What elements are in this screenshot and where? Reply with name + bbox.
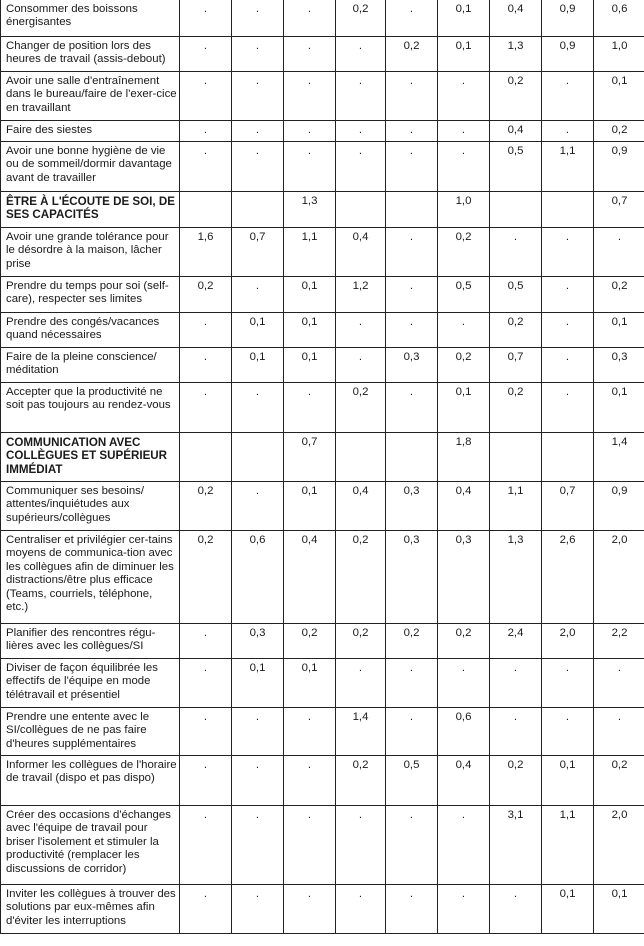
value-cell: 3,1 (490, 806, 542, 885)
value-cell: . (438, 806, 490, 885)
value-cell (386, 192, 438, 228)
value-cell: 1,8 (438, 433, 490, 482)
value-cell: . (336, 121, 386, 142)
value-cell: 1,0 (594, 37, 644, 72)
value-cell: . (386, 121, 438, 142)
table-row (1, 228, 644, 277)
value-cell: . (386, 708, 438, 756)
value-cell: . (490, 885, 542, 934)
value-cell: 0,1 (438, 383, 490, 433)
value-cell: 0,2 (438, 348, 490, 383)
value-cell: 0,6 (438, 708, 490, 756)
value-cell: 0,2 (180, 531, 232, 624)
value-cell: 0,1 (284, 277, 336, 313)
value-cell: . (180, 348, 232, 383)
value-cell (336, 192, 386, 228)
value-cell: . (386, 277, 438, 313)
value-cell: 0,1 (594, 383, 644, 433)
value-cell: . (386, 0, 438, 37)
value-cell: . (232, 142, 284, 192)
value-cell: 1,1 (284, 228, 336, 277)
value-cell: 2,0 (542, 624, 594, 659)
table-row (1, 624, 644, 659)
value-cell: 0,1 (438, 0, 490, 37)
value-cell: 0,1 (594, 885, 644, 934)
row-label: Accepter que la productivité ne soit pas toujours au rendez-vous (1, 383, 180, 433)
value-cell: . (180, 885, 232, 934)
table-row (1, 659, 644, 708)
value-cell: . (336, 313, 386, 348)
value-cell: 0,3 (438, 531, 490, 624)
value-cell: 0,2 (336, 756, 386, 806)
value-cell: . (336, 806, 386, 885)
value-cell: 0,6 (232, 531, 284, 624)
table-row (1, 313, 644, 348)
row-label: Inviter les collègues à trouver des solutions par eux-mêmes afin d'éviter les interruptions (1, 885, 180, 934)
value-cell: . (180, 0, 232, 37)
value-cell: . (232, 885, 284, 934)
value-cell: . (542, 72, 594, 121)
table-row (1, 756, 644, 806)
value-cell: 1,1 (542, 142, 594, 192)
value-cell: . (180, 806, 232, 885)
value-cell: . (232, 806, 284, 885)
value-cell: 0,2 (386, 37, 438, 72)
value-cell: . (542, 228, 594, 277)
value-cell: . (284, 37, 336, 72)
value-cell: . (232, 72, 284, 121)
value-cell: 0,1 (232, 659, 284, 708)
value-cell (232, 433, 284, 482)
table-row (1, 885, 644, 934)
row-label: Avoir une salle d'entraînement dans le bureau/faire de l'exer-cice en travaillant (1, 72, 180, 121)
value-cell: . (180, 756, 232, 806)
row-label: Prendre une entente avec le SI/collègues de ne pas faire d'heures supplémentaires (1, 708, 180, 756)
value-cell: . (490, 708, 542, 756)
table-row (1, 0, 644, 37)
table-row (1, 531, 644, 624)
value-cell (490, 433, 542, 482)
value-cell: 0,3 (386, 531, 438, 624)
value-cell (542, 192, 594, 228)
value-cell: . (180, 383, 232, 433)
value-cell: 0,1 (232, 313, 284, 348)
value-cell: . (438, 142, 490, 192)
value-cell: 0,5 (490, 142, 542, 192)
value-cell: . (386, 72, 438, 121)
value-cell: . (232, 482, 284, 531)
value-cell: 0,7 (594, 192, 644, 228)
value-cell: 0,3 (594, 348, 644, 383)
value-cell: . (490, 228, 542, 277)
value-cell: . (232, 121, 284, 142)
row-label: Prendre des congés/vacances quand nécessaires (1, 313, 180, 348)
value-cell: 0,1 (284, 313, 336, 348)
value-cell: . (284, 383, 336, 433)
table-row (1, 482, 644, 531)
value-cell: 0,5 (386, 756, 438, 806)
value-cell: 0,2 (336, 531, 386, 624)
value-cell: 0,2 (490, 383, 542, 433)
value-cell: 0,1 (594, 72, 644, 121)
table-row (1, 37, 644, 72)
value-cell: 2,0 (594, 531, 644, 624)
value-cell: 0,3 (232, 624, 284, 659)
value-cell: 0,1 (284, 659, 336, 708)
value-cell: . (542, 659, 594, 708)
value-cell: 0,2 (284, 624, 336, 659)
value-cell: 0,3 (386, 348, 438, 383)
value-cell: . (438, 72, 490, 121)
value-cell (386, 433, 438, 482)
value-cell: . (542, 383, 594, 433)
value-cell: 0,2 (180, 277, 232, 313)
value-cell: . (438, 885, 490, 934)
value-cell: 0,3 (386, 482, 438, 531)
value-cell: 0,4 (438, 482, 490, 531)
table-body (1, 0, 644, 934)
section-row (1, 192, 644, 228)
value-cell: 0,9 (542, 0, 594, 37)
value-cell: . (386, 313, 438, 348)
value-cell: . (336, 72, 386, 121)
value-cell: . (232, 37, 284, 72)
value-cell: 0,9 (594, 482, 644, 531)
value-cell: 1,4 (336, 708, 386, 756)
value-cell: 0,2 (490, 72, 542, 121)
value-cell: 0,4 (336, 482, 386, 531)
value-cell (336, 433, 386, 482)
value-cell: 0,1 (232, 348, 284, 383)
section-row (1, 433, 644, 482)
value-cell: 0,6 (594, 0, 644, 37)
value-cell: . (336, 659, 386, 708)
value-cell: 0,4 (490, 121, 542, 142)
value-cell: . (490, 659, 542, 708)
value-cell: . (180, 624, 232, 659)
value-cell: 0,2 (438, 228, 490, 277)
value-cell: . (336, 37, 386, 72)
value-cell: 0,2 (594, 277, 644, 313)
value-cell: 0,1 (542, 756, 594, 806)
row-label: Faire de la pleine conscience/ méditation (1, 348, 180, 383)
table-row (1, 142, 644, 192)
value-cell: . (386, 659, 438, 708)
value-cell (180, 433, 232, 482)
value-cell: 0,9 (542, 37, 594, 72)
value-cell: . (284, 72, 336, 121)
value-cell: 0,2 (490, 756, 542, 806)
value-cell: . (284, 806, 336, 885)
value-cell: 1,2 (336, 277, 386, 313)
section-heading: ÊTRE À L'ÉCOUTE DE SOI, DE SES CAPACITÉS (1, 192, 180, 228)
value-cell: 0,1 (284, 348, 336, 383)
table-row (1, 277, 644, 313)
value-cell: . (284, 121, 336, 142)
value-cell: 0,5 (490, 277, 542, 313)
row-label: Faire des siestes (1, 121, 180, 142)
value-cell: . (438, 313, 490, 348)
value-cell: 0,2 (490, 313, 542, 348)
value-cell: . (180, 313, 232, 348)
row-label: Informer les collègues de l'horaire de travail (dispo et pas dispo) (1, 756, 180, 806)
value-cell: . (386, 142, 438, 192)
table-row (1, 806, 644, 885)
row-label: Consommer des boissons énergisantes (1, 0, 180, 37)
value-cell: . (336, 348, 386, 383)
value-cell: 0,7 (542, 482, 594, 531)
value-cell: . (594, 708, 644, 756)
row-label: Diviser de façon équilibrée les effectifs de l'équipe en mode télétravail et présentiel (1, 659, 180, 708)
value-cell: 0,2 (438, 624, 490, 659)
value-cell: . (438, 659, 490, 708)
table-row (1, 121, 644, 142)
value-cell: . (542, 708, 594, 756)
section-heading: COMMUNICATION AVEC COLLÈGUES ET SUPÉRIEUR IMMÉDIAT (1, 433, 180, 482)
value-cell: 2,6 (542, 531, 594, 624)
value-cell: 0,4 (438, 756, 490, 806)
value-cell: . (232, 756, 284, 806)
value-cell (542, 433, 594, 482)
value-cell: 0,4 (336, 228, 386, 277)
value-cell: 0,2 (386, 624, 438, 659)
value-cell: . (232, 383, 284, 433)
value-cell: 1,1 (490, 482, 542, 531)
value-cell: 0,4 (284, 531, 336, 624)
value-cell: 1,1 (542, 806, 594, 885)
value-cell: 1,3 (490, 37, 542, 72)
table-row (1, 383, 644, 433)
value-cell: . (284, 885, 336, 934)
row-label: Centraliser et privilégier cer-tains moyens de communica-tion avec les collègues afin de diminuer les distractions/être plus efficace (Teams, courriels, téléphone, etc.) (1, 531, 180, 624)
value-cell: 0,9 (594, 142, 644, 192)
value-cell: . (180, 142, 232, 192)
value-cell: . (180, 708, 232, 756)
value-cell: . (284, 756, 336, 806)
value-cell: . (386, 228, 438, 277)
value-cell: . (232, 708, 284, 756)
value-cell: 1,0 (438, 192, 490, 228)
value-cell: 0,7 (232, 228, 284, 277)
row-label: Avoir une grande tolérance pour le désordre à la maison, lâcher prise (1, 228, 180, 277)
value-cell (232, 192, 284, 228)
value-cell: . (284, 142, 336, 192)
value-cell: 1,3 (284, 192, 336, 228)
value-cell: . (232, 0, 284, 37)
value-cell: 0,2 (180, 482, 232, 531)
value-cell: 0,1 (594, 313, 644, 348)
value-cell: 0,2 (336, 624, 386, 659)
value-cell: . (386, 885, 438, 934)
value-cell: 2,4 (490, 624, 542, 659)
value-cell: . (232, 277, 284, 313)
value-cell: 0,2 (594, 756, 644, 806)
value-cell: . (180, 659, 232, 708)
value-cell: 0,2 (594, 121, 644, 142)
row-label: Avoir une bonne hygiène de vie ou de sommeil/dormir davantage avant de travailler (1, 142, 180, 192)
value-cell: . (284, 708, 336, 756)
value-cell: . (180, 37, 232, 72)
value-cell: 1,4 (594, 433, 644, 482)
value-cell: 0,4 (490, 0, 542, 37)
row-label: Changer de position lors des heures de travail (assis-debout) (1, 37, 180, 72)
value-cell: 0,7 (284, 433, 336, 482)
value-cell: 0,2 (336, 0, 386, 37)
value-cell: . (542, 348, 594, 383)
value-cell: . (386, 806, 438, 885)
value-cell: . (542, 121, 594, 142)
table-row (1, 72, 644, 121)
value-cell: . (594, 228, 644, 277)
value-cell: 0,1 (284, 482, 336, 531)
value-cell: . (542, 277, 594, 313)
value-cell: 1,3 (490, 531, 542, 624)
value-cell: 0,5 (438, 277, 490, 313)
row-label: Communiquer ses besoins/ attentes/inquiétudes aux supérieurs/collègues (1, 482, 180, 531)
row-label: Prendre du temps pour soi (self-care), respecter ses limites (1, 277, 180, 313)
value-cell: . (284, 0, 336, 37)
value-cell: 0,2 (336, 383, 386, 433)
value-cell: . (542, 313, 594, 348)
value-cell: 2,2 (594, 624, 644, 659)
value-cell: . (594, 659, 644, 708)
value-cell: . (336, 885, 386, 934)
table-row (1, 708, 644, 756)
table-row (1, 348, 644, 383)
value-cell (490, 192, 542, 228)
row-label: Créer des occasions d'échanges avec l'équipe de travail pour briser l'isolement et stimuler la productivité (remplacer les discussions de corridor) (1, 806, 180, 885)
row-label: Planifier des rencontres régu-lières avec les collègues/SI (1, 624, 180, 659)
value-cell: 2,0 (594, 806, 644, 885)
value-cell: 0,7 (490, 348, 542, 383)
value-cell: . (336, 142, 386, 192)
value-cell (180, 192, 232, 228)
value-cell: . (180, 72, 232, 121)
value-cell: . (438, 121, 490, 142)
value-cell: . (386, 383, 438, 433)
value-cell: 0,1 (438, 37, 490, 72)
value-cell: 0,1 (542, 885, 594, 934)
value-cell: . (180, 121, 232, 142)
value-cell: 1,6 (180, 228, 232, 277)
